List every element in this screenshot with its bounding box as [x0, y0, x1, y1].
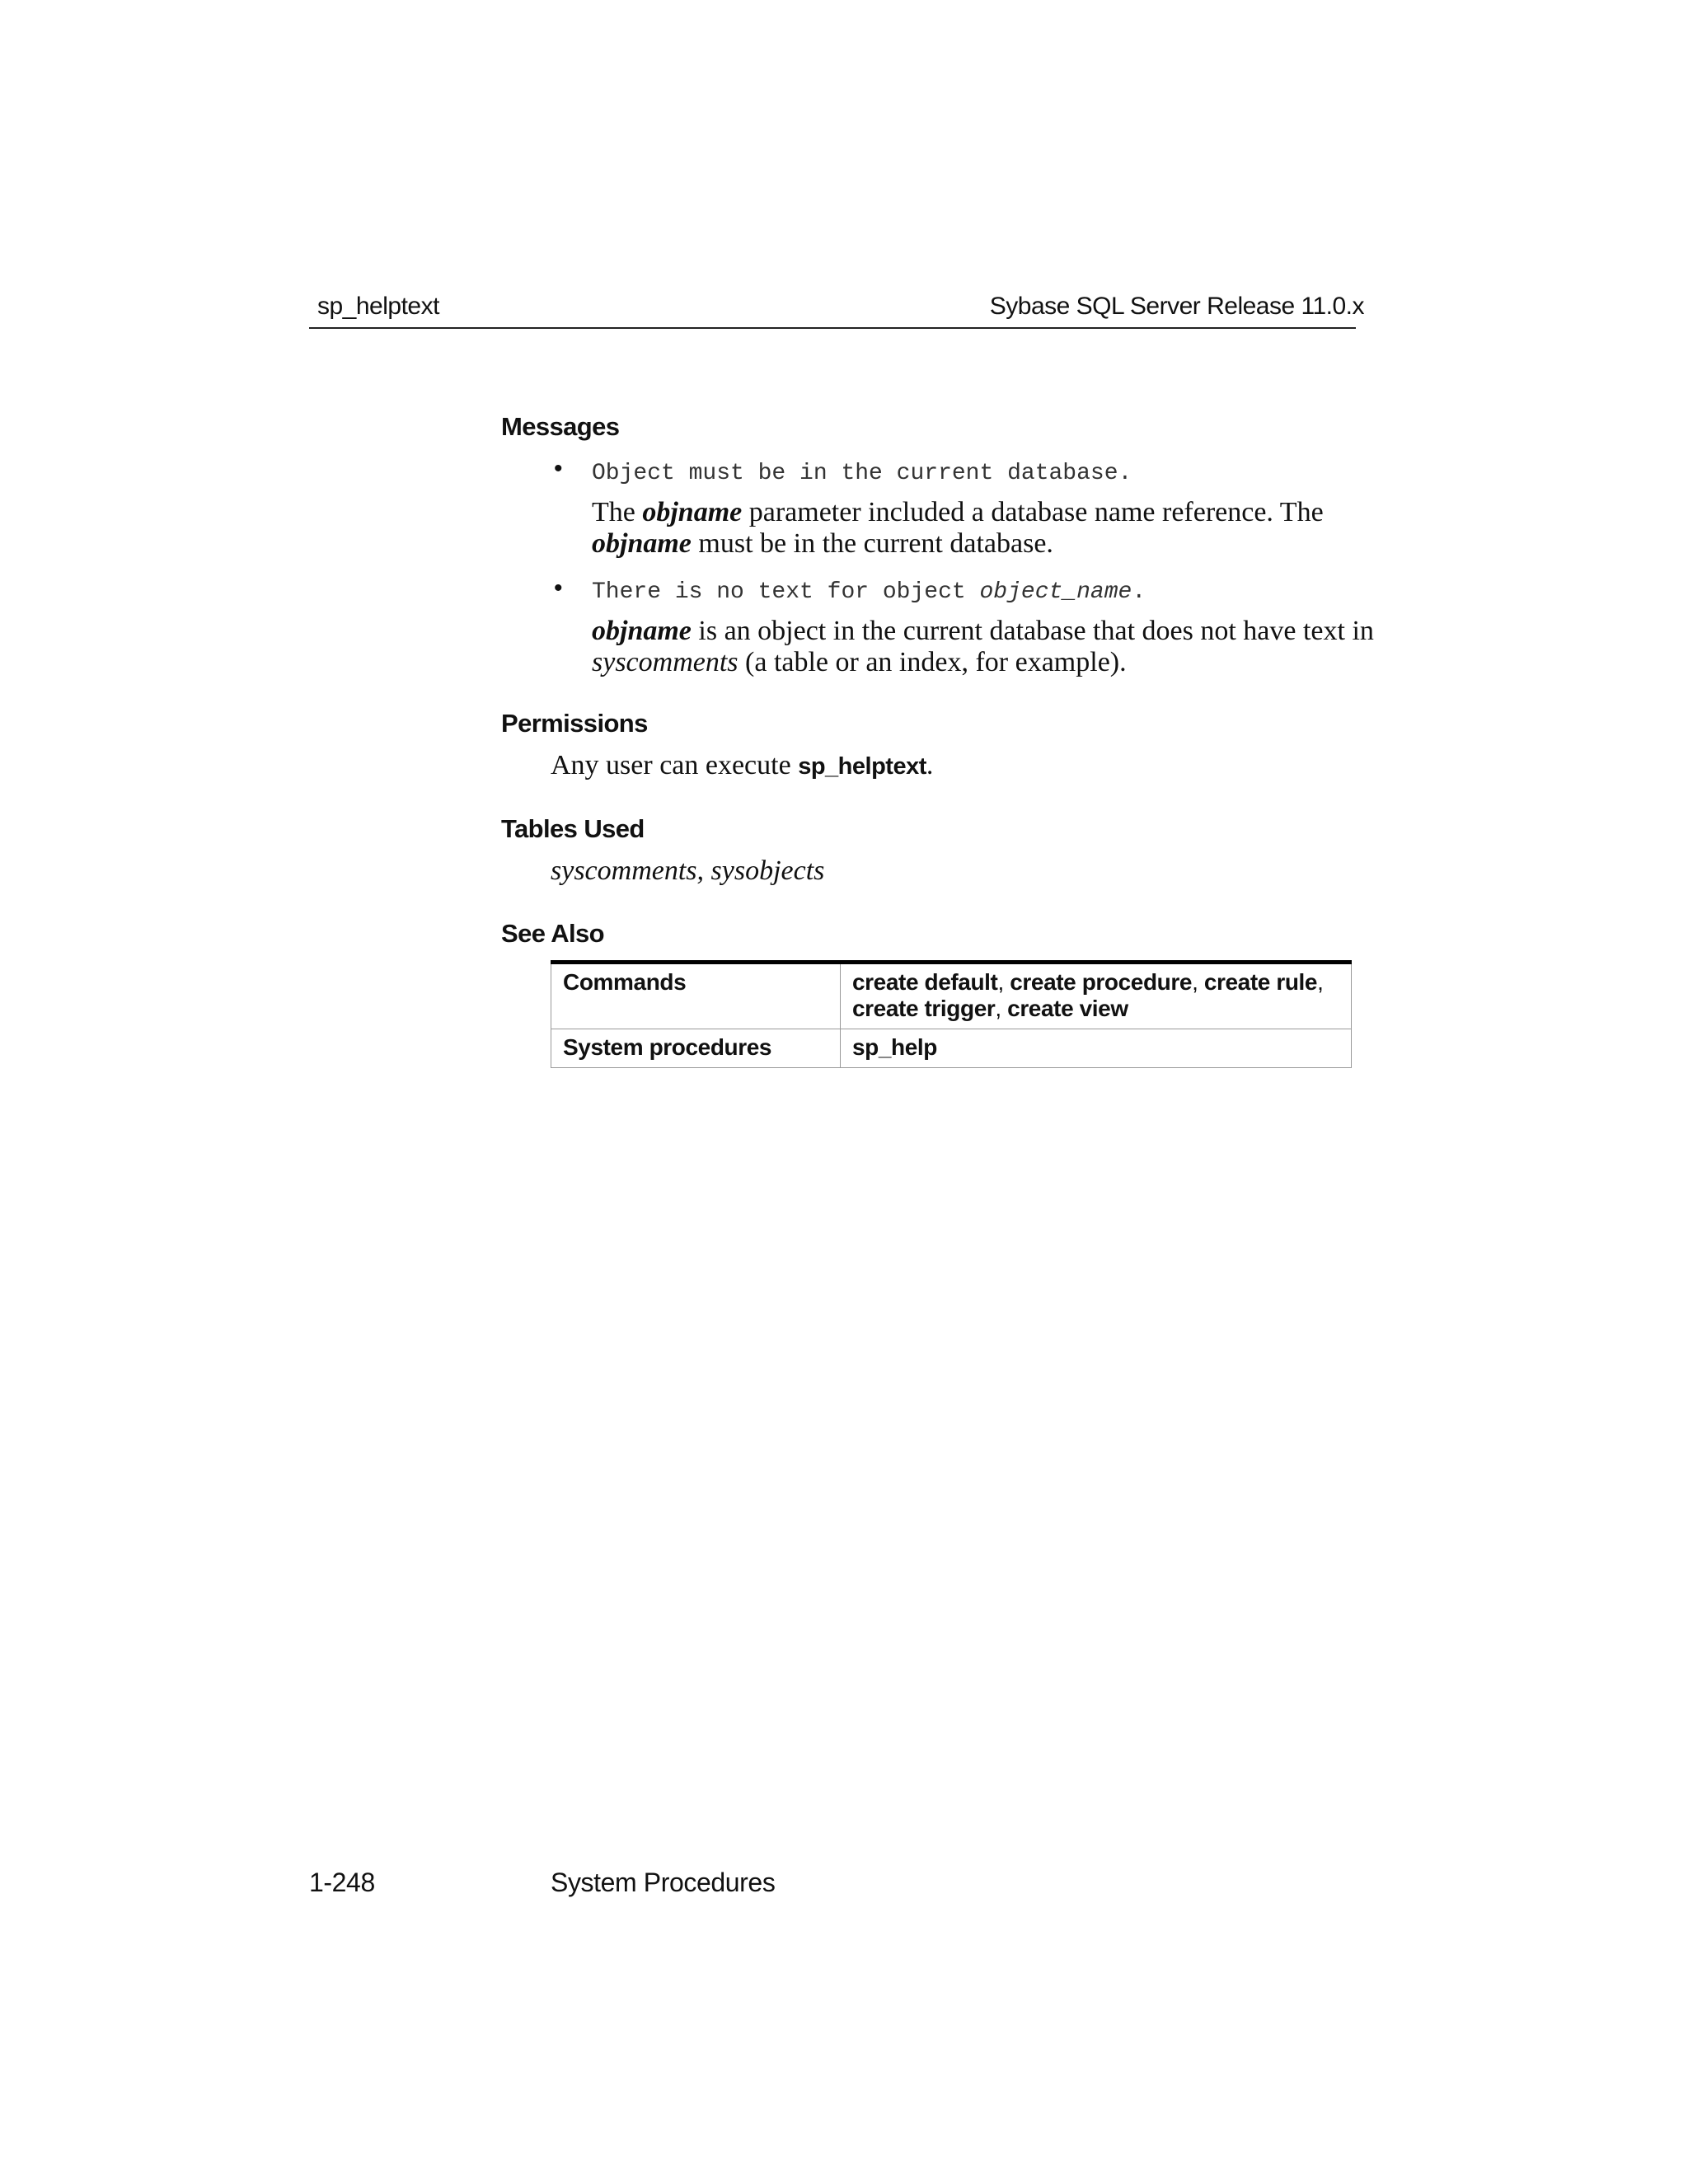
- bullet-icon: •: [554, 574, 563, 602]
- permissions-heading: Permissions: [501, 709, 648, 738]
- table-row: [551, 963, 1352, 1029]
- see-also-label-commands: Commands: [551, 963, 841, 1029]
- messages-heading: Messages: [501, 412, 620, 441]
- see-also-label-procedures: System procedures: [551, 1029, 841, 1068]
- running-header-product: Sybase SQL Server Release 11.0.x: [989, 293, 1364, 320]
- footer-book-title: System Procedures: [551, 1868, 776, 1897]
- header-rule: [309, 327, 1356, 329]
- page-number: 1-248: [309, 1868, 375, 1897]
- message-code-2: There is no text for object object_name.: [592, 579, 1146, 605]
- see-also-table: [551, 960, 1352, 1068]
- message-desc-2: objname is an object in the current database that does not have text in syscomments (a table or an index, for example).: [592, 616, 1374, 677]
- message-code-1: Object must be in the current database.: [592, 461, 1132, 486]
- bullet-icon: •: [554, 455, 563, 482]
- see-also-commands-list: create default, create procedure, create rule, create trigger, create view: [841, 963, 1352, 1029]
- tables-used-heading: Tables Used: [501, 814, 645, 843]
- permissions-text: Any user can execute sp_helptext.: [551, 750, 934, 780]
- message-desc-1: The objname parameter included a database name reference. The objname must be in the current database.: [592, 497, 1324, 559]
- running-header-topic: sp_helptext: [317, 293, 439, 320]
- tables-used-list: syscomments, sysobjects: [551, 855, 825, 886]
- see-also-procedures-list: sp_help: [841, 1029, 1352, 1068]
- table-row: [551, 1029, 1352, 1068]
- see-also-heading: See Also: [501, 919, 604, 948]
